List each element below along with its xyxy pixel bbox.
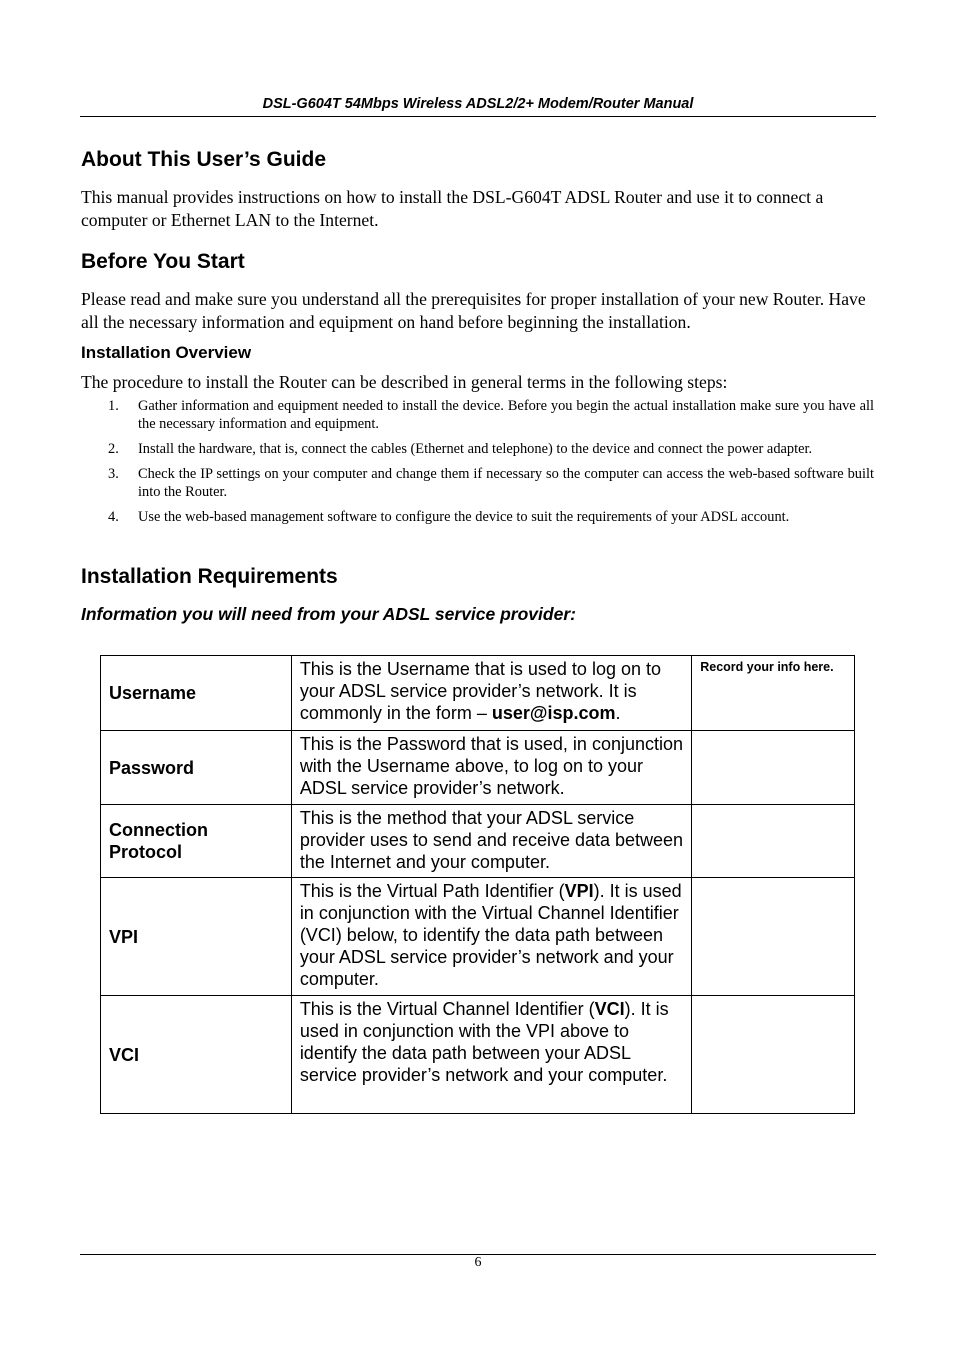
step-number: 4. <box>108 509 119 525</box>
step-text: Use the web-based management software to configure the device to suit the requirements of your ADSL account. <box>138 509 790 525</box>
table-row <box>101 996 855 1114</box>
running-header: DSL-G604T 54Mbps Wireless ADSL2/2+ Modem/Router Manual <box>262 96 694 112</box>
overview-heading: Installation Overview <box>81 343 252 362</box>
row-label: Password <box>101 731 292 805</box>
step-text: Install the hardware, that is, connect the cables (Ethernet and telephone) to the device and connect the power adapter. <box>138 441 813 457</box>
row-description: This is the Virtual Path Identifier (VPI). It is used in conjunction with the Virtual Channel Identifier (VCI) below, to identify the data path between your ADSL service provider’s network and your computer. <box>291 878 691 996</box>
requirements-subheading: Information you will need from your ADSL service provider: <box>81 604 576 624</box>
step-number: 3. <box>108 466 119 482</box>
step-number: 1. <box>108 398 119 414</box>
about-text: This manual provides instructions on how to install the DSL-G604T ADSL Router and use it to connect a computer or Ethernet LAN to the Internet. <box>81 187 824 230</box>
record-note: Record your info here. <box>692 656 855 731</box>
record-cell <box>692 731 855 805</box>
record-cell <box>692 996 855 1114</box>
row-label: VPI <box>101 878 292 996</box>
row-description: This is the Username that is used to log on to your ADSL service provider’s network. It is commonly in the form – user@isp.com. <box>291 656 691 731</box>
row-description: This is the Virtual Channel Identifier (VCI). It is used in conjunction with the VPI above to identify the data path between your ADSL service provider’s network and your computer. <box>291 996 691 1114</box>
installation-steps <box>108 397 874 533</box>
overview-intro: The procedure to install the Router can be described in general terms in the following steps: <box>81 372 728 392</box>
requirements-heading: Installation Requirements <box>81 565 338 588</box>
step-item <box>108 440 874 458</box>
row-label: VCI <box>101 996 292 1114</box>
step-item <box>108 397 874 433</box>
row-description: This is the method that your ADSL service provider uses to send and receive data between the Internet and your computer. <box>291 805 691 878</box>
step-text: Check the IP settings on your computer and change them if necessary so the computer can access the web-based software built into the Router. <box>138 466 874 500</box>
record-cell <box>692 878 855 996</box>
table-row <box>101 878 855 996</box>
about-heading: About This User’s Guide <box>81 148 327 171</box>
before-text: Please read and make sure you understand all the prerequisites for proper installation of your new Router. Have all the necessary information and equipment on hand before beginning the installation. <box>81 289 866 332</box>
table-row <box>101 731 855 805</box>
step-number: 2. <box>108 441 119 457</box>
step-item <box>108 508 874 526</box>
page-number: 6 <box>474 1255 482 1270</box>
before-heading: Before You Start <box>81 250 245 273</box>
step-item <box>108 465 874 501</box>
step-text: Gather information and equipment needed to install the device. Before you begin the actual installation make sure you have all the necessary information and equipment. <box>138 398 874 432</box>
table-row <box>101 656 855 731</box>
table-row <box>101 805 855 878</box>
row-label: Username <box>101 656 292 731</box>
row-description: This is the Password that is used, in conjunction with the Username above, to log on to your ADSL service provider’s network. <box>291 731 691 805</box>
requirements-table <box>100 655 855 1114</box>
row-label: Connection Protocol <box>101 805 292 878</box>
record-cell <box>692 805 855 878</box>
header-rule <box>80 116 876 117</box>
